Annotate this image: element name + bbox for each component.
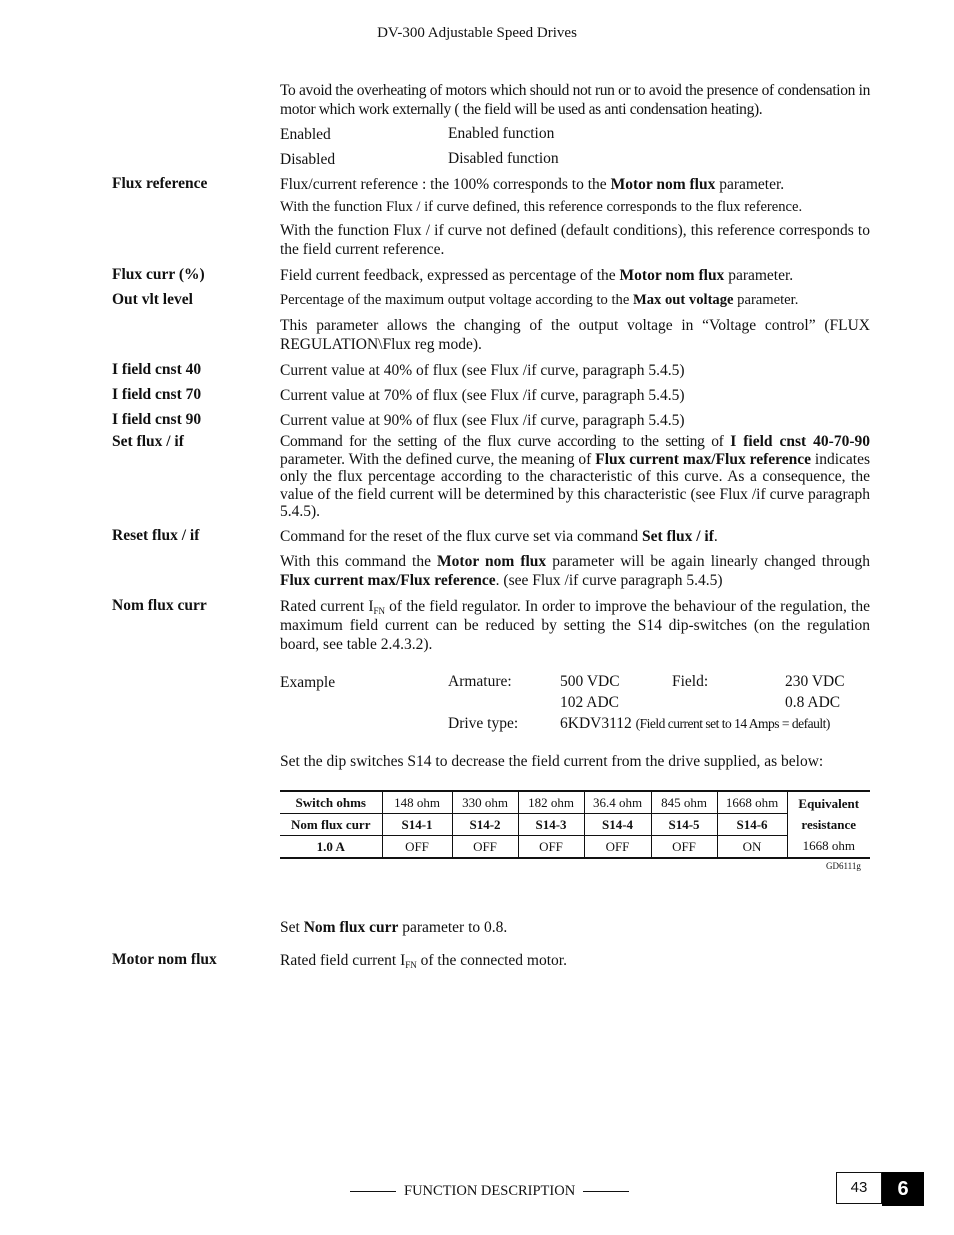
dip-switch-instruction: Set the dip switches S14 to decrease the field current from the drive supplied, as below: — [280, 753, 824, 770]
table-cell: OFF — [382, 836, 452, 859]
term-flux-curr: Flux curr (%) — [112, 266, 205, 283]
term-out-vlt-level: Out vlt level — [112, 291, 193, 308]
option-disabled-label: Disabled — [280, 151, 336, 168]
running-header: DV-300 Adjustable Speed Drives — [377, 25, 577, 41]
armature-current: 102 ADC — [560, 694, 619, 711]
flux-reference-p2: With the function Flux / if curve defined, this reference corresponds to the flux reference. — [280, 199, 803, 215]
set-nom-flux-instruction: Set Nom flux curr parameter to 0.8. — [280, 919, 508, 936]
table-cell: OFF — [651, 836, 717, 859]
term-nom-flux-curr: Nom flux curr — [112, 597, 207, 614]
nom-flux-curr-desc: Rated current $I_{FN}$ of the field regulator. In order to improve the behaviour of the regulation, the maximum field current can be reduced by setting the S14 dip-switches (on the regulation board, see table 2.4.3.2). — [280, 598, 870, 653]
table-cell: S14-2 — [452, 814, 518, 836]
chapter-tab: 6 — [882, 1172, 924, 1206]
table-row — [280, 814, 870, 836]
set-flux-desc: Command for the setting of the flux curve according to the setting of I field cnst 40-70-90 parameter. With the defined curve, the meaning of Flux current max/Flux reference indicates only the flux percentage according to the characteristic of this curve. As a consequence, the value of the field current will be determined by this characteristic (see Flux /if curve paragraph 5.4.5). — [280, 433, 870, 520]
footer-rule — [350, 1191, 396, 1192]
option-enabled-label: Enabled — [280, 126, 331, 143]
table-cell: 1.0 A — [280, 836, 382, 859]
term-ifield-70: I field cnst 70 — [112, 386, 202, 403]
option-enabled-value: Enabled function — [448, 125, 555, 142]
flux-reference-p3: With the function Flux / if curve not defined (default conditions), this reference corresponds to the field current reference. — [280, 222, 870, 258]
drive-type-label: Drive type: — [448, 715, 519, 732]
motor-nom-flux-desc: Rated field current $I_{FN}$ of the connected motor. — [280, 952, 567, 970]
table-cell: OFF — [518, 836, 584, 859]
table-cell: 182 ohm — [518, 791, 584, 814]
field-current: 0.8 ADC — [785, 694, 841, 711]
table-cell: 845 ohm — [651, 791, 717, 814]
term-motor-nom-flux: Motor nom flux — [112, 951, 217, 968]
table-cell: 1668 ohm — [787, 836, 870, 859]
footer-section-title: FUNCTION DESCRIPTION — [404, 1183, 576, 1199]
drive-type-value: 6KDV3112 (Field current set to 14 Amps = default) — [560, 715, 830, 732]
field-label: Field: — [672, 673, 709, 690]
ifield-40-desc: Current value at 40% of flux (see Flux /if curve, paragraph 5.4.5) — [280, 362, 685, 379]
table-cell: OFF — [452, 836, 518, 859]
table-cell: S14-4 — [584, 814, 651, 836]
table-cell: 1668 ohm — [717, 791, 787, 814]
example-label: Example — [280, 674, 336, 691]
table-cell: OFF — [584, 836, 651, 859]
figure-reference: GD6111g — [826, 861, 861, 871]
table-row — [280, 791, 870, 814]
table-row — [280, 836, 870, 859]
term-set-flux: Set flux / if — [112, 433, 184, 450]
footer-rule — [583, 1191, 629, 1192]
table-cell: 148 ohm — [382, 791, 452, 814]
table-cell: 330 ohm — [452, 791, 518, 814]
page-number: 43 — [836, 1172, 882, 1204]
table-cell: Switch ohms — [280, 791, 382, 814]
reset-flux-p1: Command for the reset of the flux curve set via command Set flux / if. — [280, 528, 718, 545]
table-cell: Nom flux curr — [280, 814, 382, 836]
ifield-90-desc: Current value at 90% of flux (see Flux /if curve, paragraph 5.4.5) — [280, 412, 685, 429]
term-reset-flux: Reset flux / if — [112, 527, 200, 544]
armature-voltage: 500 VDC — [560, 673, 620, 690]
dip-switch-table — [280, 790, 870, 859]
flux-curr-desc: Field current feedback, expressed as percentage of the Motor nom flux parameter. — [280, 267, 794, 284]
option-disabled-value: Disabled function — [448, 150, 559, 167]
table-cell: S14-1 — [382, 814, 452, 836]
equivalent-resistance-header: Equivalent resistance — [787, 791, 870, 836]
table-cell: 36.4 ohm — [584, 791, 651, 814]
ifield-70-desc: Current value at 70% of flux (see Flux /if curve, paragraph 5.4.5) — [280, 387, 685, 404]
field-voltage: 230 VDC — [785, 673, 845, 690]
out-vlt-level-p2: This parameter allows the changing of the output voltage in “Voltage control” (FLUX REGULATION\Flux reg mode). — [280, 317, 870, 353]
page-footer — [342, 1183, 637, 1200]
flux-reference-p1: Flux/current reference : the 100% corresponds to the Motor nom flux parameter. — [280, 176, 785, 193]
term-ifield-40: I field cnst 40 — [112, 361, 202, 378]
table-cell: S14-3 — [518, 814, 584, 836]
table-cell: ON — [717, 836, 787, 859]
armature-label: Armature: — [448, 673, 512, 690]
out-vlt-level-p1: Percentage of the maximum output voltage according to the Max out voltage parameter. — [280, 292, 799, 308]
reset-flux-p2: With this command the Motor nom flux parameter will be again linearly changed through Flux current max/Flux reference. (see Flux /if curve paragraph 5.4.5) — [280, 553, 871, 589]
table-cell: S14-5 — [651, 814, 717, 836]
intro-paragraph: To avoid the overheating of motors which should not run or to avoid the presence of condensation in motor which work externally ( the field will be used as anti condensation heating). — [280, 82, 870, 118]
term-ifield-90: I field cnst 90 — [112, 411, 202, 428]
term-flux-reference: Flux reference — [112, 175, 208, 192]
table-cell: S14-6 — [717, 814, 787, 836]
